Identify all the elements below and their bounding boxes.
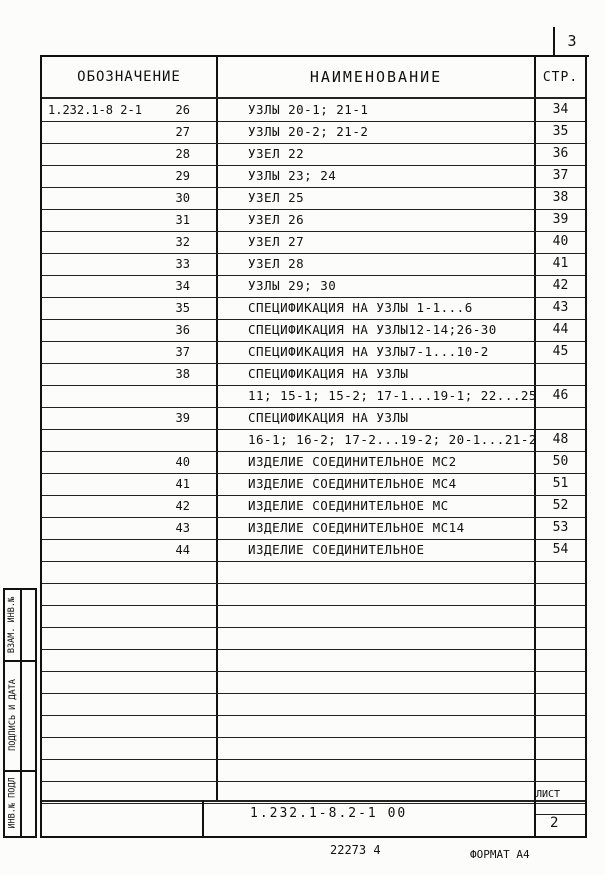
designation-number: 39 [175,411,190,425]
name-cell: СПЕЦИФИКАЦИЯ НА УЗЛЫ7-1...10-2 [248,344,489,359]
page-number: 3 [567,32,577,50]
side-label-signature-date: ПОДПИСЬ И ДАТА [7,679,18,751]
page-number-box [553,27,589,57]
stamp-top-line [42,800,585,802]
table-row [42,231,585,253]
table-row [42,451,585,473]
table-row [42,319,585,341]
table-row [42,561,585,583]
designation-cell [42,121,216,143]
table-row [42,341,585,363]
name-cell: УЗЛЫ 20-1; 21-1 [248,102,369,117]
name-cell: УЗЕЛ 26 [248,212,305,227]
header-page: СТР. [542,69,579,85]
stamp-divider-right [534,800,536,836]
name-cell: ИЗДЕЛИЕ СОЕДИНИТЕЛЬНОЕ МС [248,498,449,513]
designation-number: 36 [175,323,190,337]
stamp-divider-left [202,800,204,836]
designation-number: 44 [175,543,190,557]
designation-cell [42,473,216,495]
sheet-label: ЛИСТ [536,789,561,800]
page-cell: 51 [552,476,569,491]
table-row [42,495,585,517]
header-designation: ОБОЗНАЧЕНИЕ [77,69,181,85]
page-cell: 43 [552,300,569,315]
name-cell: УЗЕЛ 25 [248,190,305,205]
document-code: 1.232.1-8.2-1 00 [250,806,408,821]
format-label: ФОРМАТ А4 [470,848,530,861]
name-cell: СПЕЦИФИКАЦИЯ НА УЗЛЫ [248,410,409,425]
archive-code: 22273 4 [330,843,381,857]
designation-number: 34 [175,279,190,293]
designation-cell [42,429,216,451]
designation-cell [42,231,216,253]
table-row [42,253,585,275]
designation-number: 42 [175,499,190,513]
designation-number: 40 [175,455,190,469]
designation-number: 43 [175,521,190,535]
designation-number: 41 [175,477,190,491]
designation-number: 32 [175,235,190,249]
page-cell: 45 [552,344,569,359]
designation-number: 30 [175,191,190,205]
table-row [42,121,585,143]
designation-number: 35 [175,301,190,315]
table-row [42,473,585,495]
name-cell: ИЗДЕЛИЕ СОЕДИНИТЕЛЬНОЕ МС2 [248,454,457,469]
page-cell: 34 [552,102,569,117]
table-row [42,627,585,649]
name-cell: СПЕЦИФИКАЦИЯ НА УЗЛЫ [248,366,409,381]
designation-number: 37 [175,345,190,359]
page-cell: 42 [552,278,569,293]
stamp-sheet-divider [536,814,585,815]
designation-cell [42,165,216,187]
side-stamp [3,588,37,838]
name-cell: УЗЛЫ 20-2; 21-2 [248,124,369,139]
name-cell: ИЗДЕЛИЕ СОЕДИНИТЕЛЬНОЕ МС14 [248,520,465,535]
table-row [42,759,585,781]
designation-cell [42,253,216,275]
row-line [42,803,585,804]
header-name: НАИМЕНОВАНИЕ [309,68,443,86]
side-stamp-column-line [20,590,22,836]
name-cell: УЗЛЫ 29; 30 [248,278,337,293]
designation-number: 33 [175,257,190,271]
page-cell: 50 [552,454,569,469]
designation-cell [42,143,216,165]
designation-cell [42,99,216,121]
name-cell: СПЕЦИФИКАЦИЯ НА УЗЛЫ12-14;26-30 [248,322,497,337]
designation-cell [42,495,216,517]
side-label-replacement-inv: ВЗАМ. ИНВ.№ [7,596,18,654]
name-cell: УЗЕЛ 27 [248,234,305,249]
page-cell: 39 [552,212,569,227]
name-cell: ИЗДЕЛИЕ СОЕДИНИТЕЛЬНОЕ МС4 [248,476,457,491]
sheet-number: 2 [550,815,559,831]
name-cell: УЗЛЫ 23; 24 [248,168,337,183]
designation-cell [42,187,216,209]
name-cell: ИЗДЕЛИЕ СОЕДИНИТЕЛЬНОЕ [248,542,425,557]
designation-cell [42,363,216,385]
page-cell: 35 [552,124,569,139]
table-row [42,385,585,407]
designation-number: 31 [175,213,190,227]
designation-cell [42,517,216,539]
table-row [42,363,585,385]
page-cell: 46 [552,388,569,403]
page-cell: 37 [552,168,569,183]
table-row [42,209,585,231]
page-cell: 38 [552,190,569,205]
designation-number: 29 [175,169,190,183]
designation-prefix: 1.232.1-8 2-1 [48,103,142,117]
page-cell: 41 [552,256,569,271]
table-row [42,297,585,319]
table-row [42,693,585,715]
table-row [42,539,585,561]
page-cell: 53 [552,520,569,535]
table-row [42,649,585,671]
table-row [42,275,585,297]
page-cell: 36 [552,146,569,161]
designation-cell [42,341,216,363]
designation-cell [42,297,216,319]
table-row [42,165,585,187]
designation-cell [42,539,216,561]
page-cell: 40 [552,234,569,249]
side-label-original-inv: ИНВ.№ ПОДЛ [7,777,18,829]
designation-cell [42,209,216,231]
table-row [42,715,585,737]
name-cell: УЗЕЛ 22 [248,146,305,161]
table-row [42,605,585,627]
table-row [42,407,585,429]
table-row [42,583,585,605]
designation-number: 38 [175,367,190,381]
designation-number: 28 [175,147,190,161]
table-row [42,737,585,759]
page-cell: 54 [552,542,569,557]
designation-number: 27 [175,125,190,139]
page-cell: 48 [552,432,569,447]
page-cell: 44 [552,322,569,337]
table-row [42,429,585,451]
table-row [42,99,585,121]
name-cell: СПЕЦИФИКАЦИЯ НА УЗЛЫ 1-1...6 [248,300,473,315]
table-row [42,143,585,165]
designation-cell [42,275,216,297]
designation-cell [42,451,216,473]
table-row [42,671,585,693]
name-cell: УЗЕЛ 28 [248,256,305,271]
designation-number: 26 [175,103,190,117]
contents-sheet [40,55,587,838]
name-cell: 16-1; 16-2; 17-2...19-2; 20-1...21-2 [248,432,537,447]
table-row [42,187,585,209]
designation-cell [42,319,216,341]
page-cell: 52 [552,498,569,513]
name-cell: 11; 15-1; 15-2; 17-1...19-1; 22...25 [248,388,537,403]
designation-cell [42,385,216,407]
designation-cell [42,407,216,429]
table-row [42,517,585,539]
